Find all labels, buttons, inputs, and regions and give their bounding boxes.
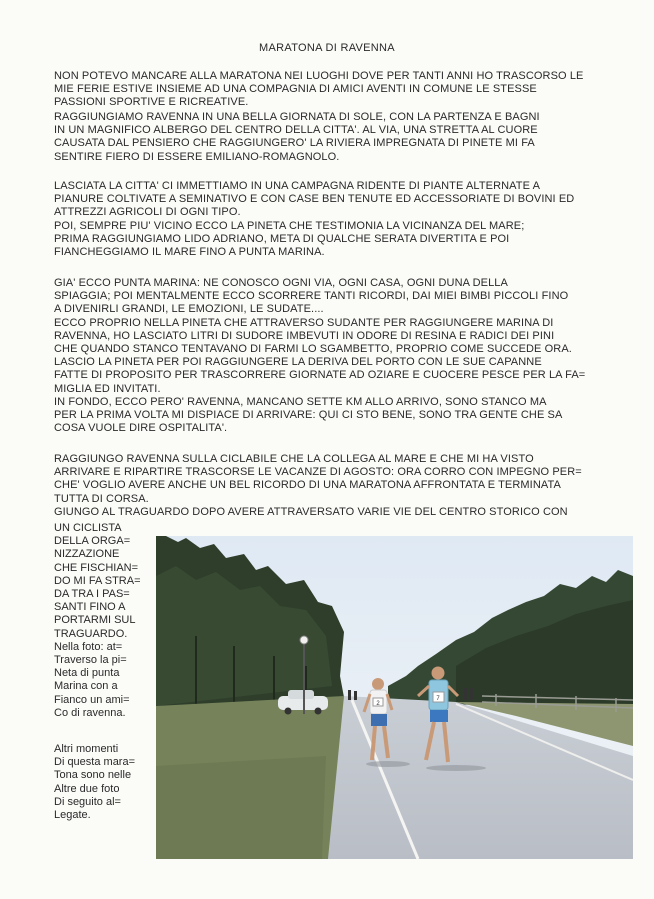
paragraph-arrival: RAGGIUNGIAMO RAVENNA IN UNA BELLA GIORNATA DI SOLE, CON LA PARTENZA E BAGNI IN UN MAGNIFICO ALBERGO DEL CENTRO DELLA CITTA'. AL VIA, UNA STRETTA AL CUORE CAUSATA DAL PENSIERO CHE RAGGIUNGERO' LA RIVIERA IMPREGNATA DI PINETE MI FA SENTIRE FIERO DI ESSERE EMILIANO-ROMAGNOLO. bbox=[54, 111, 540, 163]
paragraph-finish: RAGGIUNGO RAVENNA SULLA CICLABILE CHE LA COLLEGA AL MARE E CHE MI HA VISTO ARRIVARE E RIPARTIRE TRASCORSE LE VACANZE DI AGOSTO: ORA CORRO CON IMPEGNO PER= CHE' VOGLIO AVERE ANCHE UN BEL RICORDO DI UNA MARATONA AFFRONTATA E TERMINATA TUTTA DI CORSA. GIUNGO AL TRAGUARDO DOPO AVERE ATTRAVERSATO VARIE VIE DEL CENTRO STORICO CON bbox=[54, 453, 582, 518]
photo-caption: UN CICLISTA DELLA ORGA= NIZZAZIONE CHE FISCHIAN= DO MI FA STRA= DA TRA I PAS= SANTI FINO A PORTARMI SUL TRAGUARDO. Nella foto: at= Traverso la pi= Neta di punta Marina con a Fianco un ami= Co di ravenna. bbox=[54, 522, 141, 719]
paragraph-countryside: LASCIATA LA CITTA' CI IMMETTIAMO IN UNA CAMPAGNA RIDENTE DI PIANTE ALTERNATE A PIANURE COLTIVATE A SEMINATIVO E CON CASE BEN TENUTE ED ACCESSORIATE DI BOVINI ED ATTREZZI AGRICOLI DI OGNI TIPO. POI, SEMPRE PIU' VICINO ECCO LA PINETA CHE TESTIMONIA LA VICINANZA DEL MARE; PRIMA RAGGIUNGIAMO LIDO ADRIANO, META DI QUALCHE SERATA DIVERTITA E POI FIANCHEGGIAMO IL MARE FINO A PUNTA MARINA. bbox=[54, 180, 575, 259]
paragraph-intro: NON POTEVO MANCARE ALLA MARATONA NEI LUOGHI DOVE PER TANTI ANNI HO TRASCORSO LE MIE FERIE ESTIVE INSIEME AD UNA COMPAGNIA DI AMICI AVENTI IN COMUNE LE STESSE PASSIONI SPORTIVE E RICREATIVE. bbox=[54, 70, 584, 109]
photo-caption-note: Altri momenti Di questa mara= Tona sono nelle Altre due foto Di seguito al= Legate. bbox=[54, 743, 136, 822]
bib-number-left: 2 bbox=[376, 701, 380, 707]
marathon-photo bbox=[156, 536, 633, 859]
paragraph-punta-marina: GIA' ECCO PUNTA MARINA: NE CONOSCO OGNI VIA, OGNI CASA, OGNI DUNA DELLA SPIAGGIA; POI MENTALMENTE ECCO SCORRERE TANTI RICORDI, DAI MIEI BIMBI PICCOLI FINO A DIVENIRLI GRANDI, LE EMOZIONI, LE SUDATE.... ECCO PROPRIO NELLA PINETA CHE ATTRAVERSO SUDANTE PER RAGGIUNGERE MARINA DI RAVENNA, HO LASCIATO LITRI DI SUDORE IMBEVUTI IN ODORE DI RESINA E RADICI DEI PINI CHE QUANDO STANCO TENTAVANO DI FARMI LO SGAMBETTO, PROPRIO COME SUCCEDE ORA. LASCIO LA PINETA PER POI RAGGIUNGERE LA DERIVA DEL PORTO CON LE SUE CAPANNE FATTE DI PROPOSITO PER TRASCORRERE GIORNATE AD OZIARE E CUOCERE PESCE PER LA FA= MIGLIA ED INVITATI. IN FONDO, ECCO PERO' RAVENNA, MANCANO SETTE KM ALLO ARRIVO, SONO STANCO MA PER LA PRIMA VOLTA MI DISPIACE DI ARRIVARE: QUI CI STO BENE, SONO TRA GENTE CHE SA COSA VUOLE DIRE OSPITALITA'. bbox=[54, 277, 586, 435]
page-title: MARATONA DI RAVENNA bbox=[259, 42, 395, 54]
bib-number-right: 7 bbox=[436, 696, 440, 702]
